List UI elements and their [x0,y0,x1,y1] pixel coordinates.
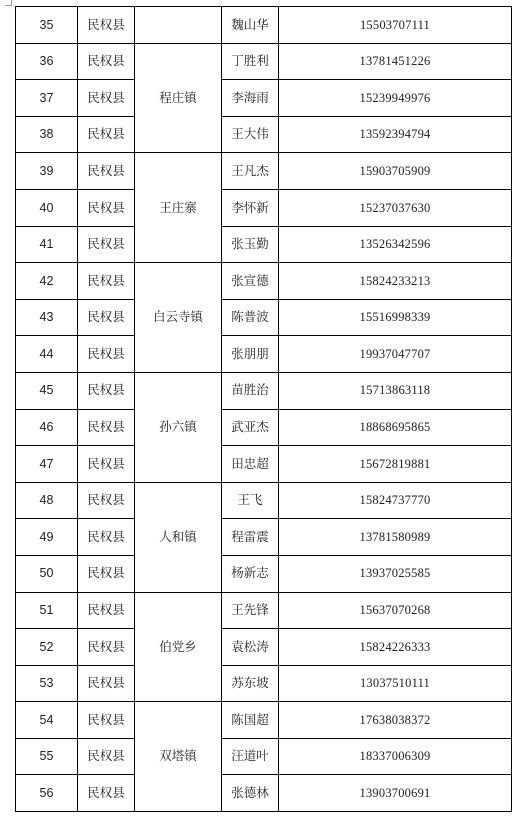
contact-roster-table [15,6,512,812]
row-number-cell: 39 [16,153,78,190]
page-corner-mark-horizontal [5,5,12,6]
county-cell: 民权县 [78,43,135,80]
row-number-cell: 56 [16,775,78,812]
table-row [16,409,512,446]
phone-number-cell: 15903705909 [279,153,512,190]
row-number-cell: 37 [16,80,78,117]
row-number-cell: 36 [16,43,78,80]
table-row [16,116,512,153]
county-cell: 民权县 [78,153,135,190]
phone-number-cell: 15713863118 [279,372,512,409]
table-row [16,629,512,666]
contact-name-cell: 李海雨 [222,80,279,117]
phone-number-cell: 15637070268 [279,592,512,629]
county-cell: 民权县 [78,226,135,263]
town-cell: 程庄镇 [135,43,222,153]
phone-number-cell: 13937025585 [279,555,512,592]
contact-name-cell: 李怀新 [222,189,279,226]
contact-name-cell: 陈普波 [222,299,279,336]
table-row [16,519,512,556]
county-cell: 民权县 [78,702,135,739]
row-number-cell: 45 [16,372,78,409]
table-row [16,189,512,226]
contact-name-cell: 魏山华 [222,7,279,44]
county-cell: 民权县 [78,592,135,629]
contact-name-cell: 汪道叶 [222,738,279,775]
county-cell: 民权县 [78,665,135,702]
phone-number-cell: 15503707111 [279,7,512,44]
row-number-cell: 38 [16,116,78,153]
phone-number-cell: 15237037630 [279,189,512,226]
town-cell: 伯党乡 [135,592,222,702]
table-row [16,702,512,739]
row-number-cell: 55 [16,738,78,775]
phone-number-cell: 13592394794 [279,116,512,153]
table-row [16,299,512,336]
row-number-cell: 41 [16,226,78,263]
contact-name-cell: 王大伟 [222,116,279,153]
table-row [16,336,512,373]
county-cell: 民权县 [78,336,135,373]
contact-name-cell: 杨新志 [222,555,279,592]
contact-name-cell: 王凡杰 [222,153,279,190]
row-number-cell: 53 [16,665,78,702]
contact-name-cell: 丁胜利 [222,43,279,80]
table-row [16,482,512,519]
phone-number-cell: 13781451226 [279,43,512,80]
table-row [16,738,512,775]
table-row [16,372,512,409]
contact-name-cell: 苗胜治 [222,372,279,409]
phone-number-cell: 15239949976 [279,80,512,117]
row-number-cell: 42 [16,263,78,300]
county-cell: 民权县 [78,409,135,446]
contact-name-cell: 张朋朋 [222,336,279,373]
county-cell: 民权县 [78,555,135,592]
row-number-cell: 35 [16,7,78,44]
phone-number-cell: 15824737770 [279,482,512,519]
contact-name-cell: 王飞 [222,482,279,519]
county-cell: 民权县 [78,7,135,44]
phone-number-cell: 18337006309 [279,738,512,775]
phone-number-cell: 15824226333 [279,629,512,666]
row-number-cell: 48 [16,482,78,519]
contact-name-cell: 田忠超 [222,446,279,483]
county-cell: 民权县 [78,482,135,519]
county-cell: 民权县 [78,446,135,483]
contact-name-cell: 武亚杰 [222,409,279,446]
town-cell: 白云寺镇 [135,263,222,373]
county-cell: 民权县 [78,263,135,300]
county-cell: 民权县 [78,80,135,117]
table-row [16,80,512,117]
town-cell: 双塔镇 [135,702,222,812]
contact-name-cell: 王先锋 [222,592,279,629]
phone-number-cell: 15672819881 [279,446,512,483]
contact-name-cell: 袁松涛 [222,629,279,666]
table-row [16,555,512,592]
table-row [16,153,512,190]
county-cell: 民权县 [78,299,135,336]
contact-name-cell: 程雷震 [222,519,279,556]
phone-number-cell: 19937047707 [279,336,512,373]
phone-number-cell: 15516998339 [279,299,512,336]
row-number-cell: 43 [16,299,78,336]
contact-name-cell: 苏东坡 [222,665,279,702]
town-cell [135,7,222,44]
town-cell: 王庄寨 [135,153,222,263]
row-number-cell: 52 [16,629,78,666]
table-row [16,775,512,812]
phone-number-cell: 13903700691 [279,775,512,812]
phone-number-cell: 18868695865 [279,409,512,446]
county-cell: 民权县 [78,629,135,666]
row-number-cell: 51 [16,592,78,629]
county-cell: 民权县 [78,738,135,775]
roster-body [16,7,512,812]
county-cell: 民权县 [78,189,135,226]
county-cell: 民权县 [78,519,135,556]
phone-number-cell: 17638038372 [279,702,512,739]
county-cell: 民权县 [78,116,135,153]
row-number-cell: 50 [16,555,78,592]
table-row [16,592,512,629]
phone-number-cell: 15824233213 [279,263,512,300]
table-row [16,7,512,44]
row-number-cell: 40 [16,189,78,226]
table-row [16,43,512,80]
phone-number-cell: 13526342596 [279,226,512,263]
contact-name-cell: 陈国超 [222,702,279,739]
table-row [16,665,512,702]
phone-number-cell: 13781580989 [279,519,512,556]
county-cell: 民权县 [78,372,135,409]
row-number-cell: 47 [16,446,78,483]
phone-number-cell: 13037510111 [279,665,512,702]
town-cell: 人和镇 [135,482,222,592]
row-number-cell: 49 [16,519,78,556]
contact-name-cell: 张德林 [222,775,279,812]
county-cell: 民权县 [78,775,135,812]
contact-name-cell: 张玉勤 [222,226,279,263]
table-row [16,263,512,300]
row-number-cell: 46 [16,409,78,446]
table-row [16,226,512,263]
table-row [16,446,512,483]
row-number-cell: 44 [16,336,78,373]
contact-name-cell: 张宣德 [222,263,279,300]
town-cell: 孙六镇 [135,372,222,482]
row-number-cell: 54 [16,702,78,739]
